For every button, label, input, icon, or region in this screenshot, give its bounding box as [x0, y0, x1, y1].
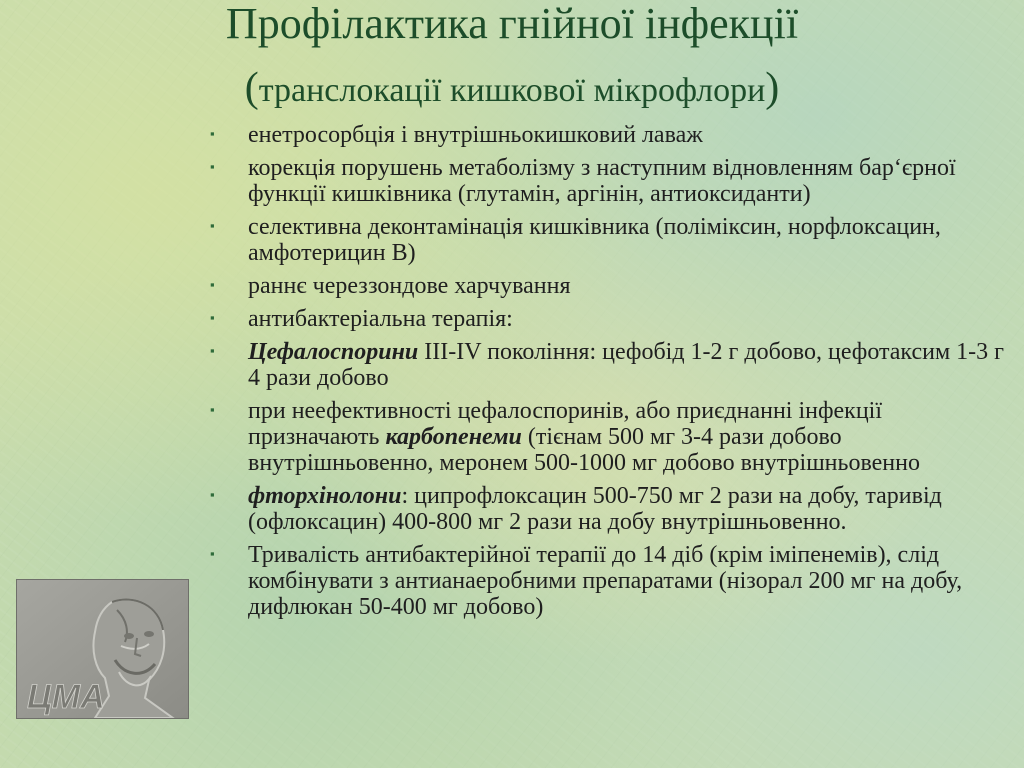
bullet-item [210, 122, 1015, 148]
bullet-marker-icon: ▪ [210, 402, 215, 417]
subtitle-text: транслокації кишкової мікрофлори [258, 72, 766, 109]
bullet-item [210, 339, 1015, 391]
bullet-item [210, 214, 1015, 266]
bullet-marker-icon: ▪ [210, 126, 215, 141]
bullet-item [210, 398, 1015, 476]
bullet-emphasis: фторхінолони [248, 483, 402, 509]
bullet-text: корекція порушень метаболізму з наступним відновленням бар‘єрної функції кишківника (глутамін, аргінін, антиоксиданти) [248, 155, 956, 207]
slide-subtitle [0, 66, 1024, 113]
bullet-text: енетросорбція і внутрішньокишковий лаваж [248, 122, 703, 148]
bullet-text: III-IV покоління: цефобід 1-2 г добово, цефотаксим 1-3 г 4 рази добово [248, 339, 1005, 391]
bullet-item [210, 542, 1015, 620]
bullet-text: селективна деконтамінація кишківника (поліміксин, норфлоксацин, амфотерицин В) [248, 214, 941, 266]
emblem-letters: ЦМА [27, 678, 105, 716]
bullet-text: антибактеріальна терапія: [248, 306, 513, 332]
bullet-item [210, 306, 1015, 332]
bullet-item [210, 273, 1015, 299]
bullet-marker-icon: ▪ [210, 277, 215, 292]
bullet-emphasis: Цефалоспорини [248, 339, 419, 365]
bullet-text: раннє череззондове харчування [248, 273, 571, 299]
bullet-text: : ципрофлоксацин 500-750 мг 2 рази на добу, таривід (офлоксацин) 400-800 мг 2 рази на добу внутрішньовенно. [248, 483, 942, 535]
emblem-graphic [17, 580, 188, 718]
slide-title: Профілактика гнійної інфекції [225, 0, 799, 48]
bullet-list [210, 122, 1015, 627]
bullet-emphasis: карбопенеми [385, 424, 522, 450]
bullet-marker-icon: ▪ [210, 218, 215, 233]
bullet-text: при неефективності цефалоспоринів, або приєднанні інфекції призначають [248, 398, 883, 450]
bullet-item [210, 155, 1015, 207]
bullet-marker-icon: ▪ [210, 546, 215, 561]
subtitle-open-paren: ( [244, 65, 259, 111]
bullet-marker-icon: ▪ [210, 310, 215, 325]
bullet-marker-icon: ▪ [210, 343, 215, 358]
bullet-marker-icon: ▪ [210, 487, 215, 502]
bullet-item [210, 483, 1015, 535]
bullet-text: (тієнам 500 мг 3-4 рази добово внутрішньовенно, меронем 500-1000 мг добово внутрішньовенно [248, 424, 920, 476]
portrait-emblem-icon [16, 579, 189, 719]
bullet-marker-icon: ▪ [210, 159, 215, 174]
subtitle-close-paren: ) [765, 65, 780, 111]
bullet-text: Тривалість антибактерійної терапії до 14 діб (крім іміпенемів), слід комбінувати з антианаеробними препаратами (нізорал 200 мг на добу, дифлюкан 50-400 мг добово) [248, 542, 963, 620]
